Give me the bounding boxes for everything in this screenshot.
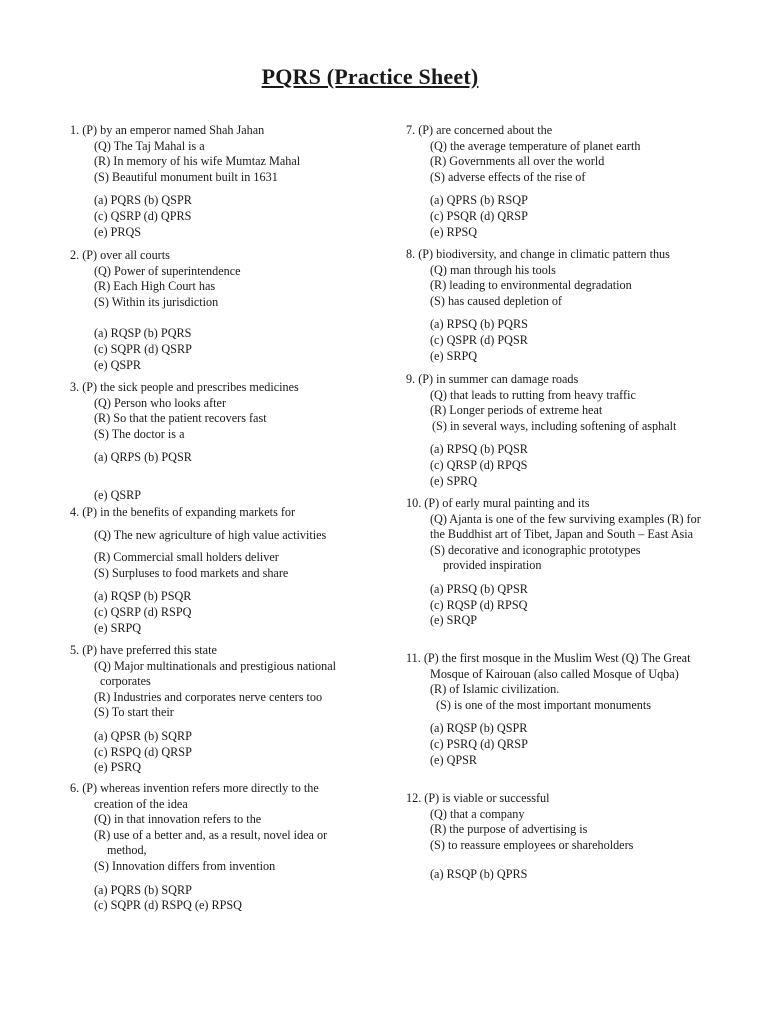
part-s-continued: provided inspiration bbox=[443, 558, 542, 573]
part-r: (R) Industries and corporates nerve centers too bbox=[94, 689, 323, 704]
option-line: (c) PSRQ (d) QRSP bbox=[430, 736, 528, 751]
option-line: (a) RPSQ (b) PQSR bbox=[430, 442, 528, 457]
option-line: (a) PQRS (b) SQRP bbox=[94, 882, 192, 897]
answer-options bbox=[70, 589, 370, 636]
part-q: (Q) man through his tools bbox=[430, 262, 556, 277]
question-stem: 9. (P) in summer can damage roads bbox=[406, 372, 579, 386]
option-line: (e) SRQP bbox=[430, 613, 478, 628]
page-title: PQRS (Practice Sheet) bbox=[261, 64, 479, 89]
part-q: (Q) that leads to rutting from heavy traffic bbox=[430, 387, 636, 402]
option-line: (c) QSRP (d) RSPQ bbox=[94, 604, 192, 619]
option-line: (e) QSRP bbox=[94, 487, 142, 502]
part-s: (S) Innovation differs from invention bbox=[94, 858, 276, 873]
option-line: (c) QRSP (d) RPQS bbox=[430, 457, 528, 472]
answer-options bbox=[406, 582, 706, 629]
part-s: (S) Within its jurisdiction bbox=[94, 294, 219, 309]
answer-options bbox=[406, 317, 706, 364]
option-line: (c) SQPR (d) QSRP bbox=[94, 341, 192, 356]
part-r-continued: method, bbox=[107, 843, 147, 858]
part-q: (Q) that a company bbox=[430, 806, 525, 821]
question-2 bbox=[70, 248, 370, 373]
part-s: (S) The doctor is a bbox=[94, 426, 185, 441]
option-line: (e) QPSR bbox=[430, 752, 478, 767]
part-s: (S) adverse effects of the rise of bbox=[430, 169, 586, 184]
option-line: (a) PQRS (b) QSPR bbox=[94, 193, 192, 208]
answer-options bbox=[70, 729, 370, 776]
option-line: (c) QSPR (d) PQSR bbox=[430, 332, 528, 347]
part-q: (Q) Power of superintendence bbox=[94, 263, 241, 278]
part-s: (S) Surpluses to food markets and share bbox=[94, 565, 289, 580]
part-q: (Q) The Taj Mahal is a bbox=[94, 138, 205, 153]
option-line: (e) SRPQ bbox=[430, 348, 478, 363]
part-q: (Q) Person who looks after bbox=[94, 395, 227, 410]
question-stem: 8. (P) biodiversity, and change in climatic pattern thus bbox=[406, 247, 670, 261]
part-s: (S) has caused depletion of bbox=[430, 293, 562, 308]
part-q: (Q) in that innovation refers to the bbox=[94, 812, 262, 827]
question-12 bbox=[406, 791, 706, 883]
part-r: (R) Commercial small holders deliver bbox=[94, 550, 279, 565]
part-r: (R) Each High Court has bbox=[94, 279, 216, 294]
part-r: (R) In memory of his wife Mumtaz Mahal bbox=[94, 154, 301, 169]
question-stem-continued: creation of the idea bbox=[94, 796, 188, 811]
question-stem: 10. (P) of early mural painting and its bbox=[406, 496, 590, 510]
option-line: (c) RSPQ (d) QRSP bbox=[94, 744, 192, 759]
option-line: (e) SPRQ bbox=[430, 473, 478, 488]
part-r: (R) So that the patient recovers fast bbox=[94, 411, 267, 426]
part-s: (S) is one of the most important monuments bbox=[436, 697, 651, 712]
part-s: (S) To start their bbox=[94, 705, 174, 720]
answer-options bbox=[406, 867, 706, 883]
question-stem: 1. (P) by an emperor named Shah Jahan bbox=[70, 123, 265, 137]
answer-options bbox=[70, 883, 370, 914]
question-stem: 6. (P) whereas invention refers more directly to the bbox=[70, 781, 319, 795]
question-10 bbox=[406, 496, 706, 629]
answer-options bbox=[406, 721, 706, 768]
option-line: (e) PSRQ bbox=[94, 760, 142, 775]
option-line: (a) PRSQ (b) QPSR bbox=[430, 581, 528, 596]
part-q: (Q) the average temperature of planet earth bbox=[430, 138, 641, 153]
part-r: (R) Governments all over the world bbox=[430, 154, 605, 169]
question-stem: 7. (P) are concerned about the bbox=[406, 123, 553, 137]
option-line: (a) RQSP (b) PQRS bbox=[94, 326, 192, 341]
question-5 bbox=[70, 643, 370, 776]
question-11 bbox=[406, 651, 706, 768]
part-s: (S) decorative and iconographic prototypes bbox=[430, 542, 641, 557]
part-r: (R) of Islamic civilization. bbox=[430, 682, 560, 697]
question-7 bbox=[406, 123, 706, 240]
option-line: (a) RQSP (b) QSPR bbox=[430, 721, 528, 736]
question-8 bbox=[406, 247, 706, 364]
question-stem: 5. (P) have preferred this state bbox=[70, 643, 217, 657]
option-line: (a) QPSR (b) SQRP bbox=[94, 728, 192, 743]
part-q-continued: corporates bbox=[100, 674, 151, 689]
question-stem: 11. (P) the first mosque in the Muslim West (Q) The Great Mosque of Kairouan (also called Mosque of Uqba) bbox=[406, 651, 691, 681]
part-r: (R) the purpose of advertising is bbox=[430, 822, 588, 837]
answer-options bbox=[70, 450, 370, 503]
option-line: (c) RQSP (d) RPSQ bbox=[430, 597, 528, 612]
question-stem: 4. (P) in the benefits of expanding markets for bbox=[70, 505, 296, 519]
option-line: (a) RQSP (b) PSQR bbox=[94, 589, 192, 604]
part-r: (R) leading to environmental degradation bbox=[430, 278, 632, 293]
question-1 bbox=[70, 123, 370, 240]
option-line: (e) PRQS bbox=[94, 224, 142, 239]
option-line: (a) QPRS (b) RSQP bbox=[430, 193, 528, 208]
question-stem: 12. (P) is viable or successful bbox=[406, 791, 550, 805]
answer-options bbox=[70, 193, 370, 240]
question-stem: 3. (P) the sick people and prescribes medicines bbox=[70, 380, 299, 394]
part-s: (S) in several ways, including softening of asphalt bbox=[432, 418, 677, 433]
question-4 bbox=[70, 505, 370, 636]
question-3 bbox=[70, 380, 370, 504]
option-line: (c) PSQR (d) QRSP bbox=[430, 208, 528, 223]
answer-options bbox=[406, 193, 706, 240]
answer-options bbox=[406, 442, 706, 489]
option-line: (a) QRPS (b) PQSR bbox=[94, 450, 192, 465]
part-s: (S) to reassure employees or shareholders bbox=[430, 837, 634, 852]
option-line: (a) RPSQ (b) PQRS bbox=[430, 317, 528, 332]
option-line: (e) RPSQ bbox=[430, 224, 478, 239]
part-r: (R) use of a better and, as a result, novel idea or bbox=[94, 827, 328, 842]
answer-options bbox=[70, 326, 370, 373]
question-6 bbox=[70, 781, 370, 914]
part-q: (Q) Ajanta is one of the few surviving examples (R) for the Buddhist art of Tibet, Japan and South – East Asia bbox=[430, 511, 701, 542]
part-r: (R) Longer periods of extreme heat bbox=[430, 403, 603, 418]
option-line: (c) QSRP (d) QPRS bbox=[94, 208, 192, 223]
option-line: (e) SRPQ bbox=[94, 620, 142, 635]
part-q: (Q) Major multinationals and prestigious national bbox=[94, 658, 337, 673]
question-9 bbox=[406, 372, 706, 489]
part-s: (S) Beautiful monument built in 1631 bbox=[94, 169, 278, 184]
option-line: (a) RSQP (b) QPRS bbox=[430, 867, 528, 882]
part-q: (Q) The new agriculture of high value activities bbox=[94, 527, 327, 542]
question-stem: 2. (P) over all courts bbox=[70, 248, 170, 262]
option-line: (c) SQPR (d) RSPQ (e) RPSQ bbox=[94, 898, 242, 913]
option-line: (e) QSPR bbox=[94, 357, 142, 372]
